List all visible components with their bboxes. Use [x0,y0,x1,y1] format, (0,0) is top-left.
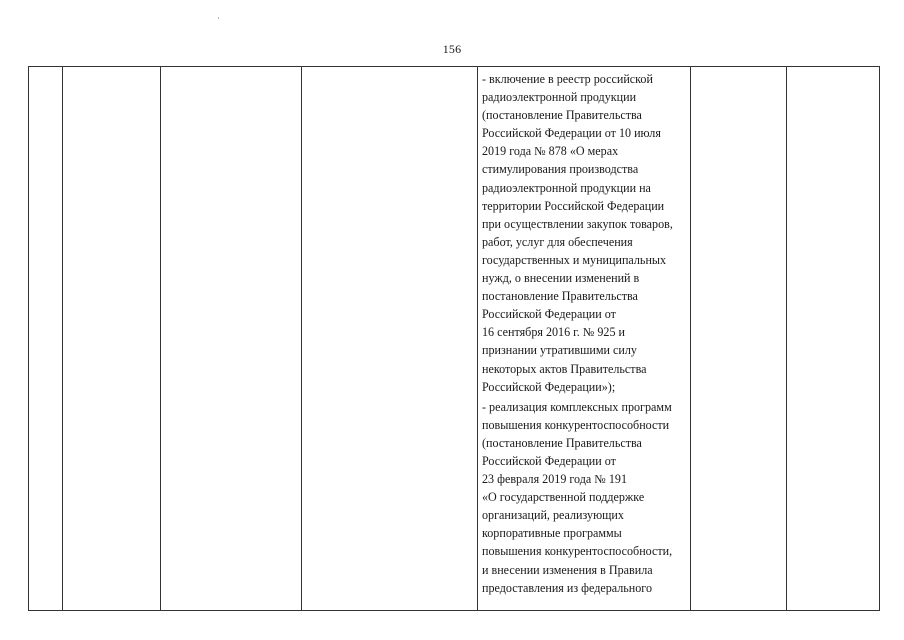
cell-line: при осуществлении закупок товаров, [482,216,673,231]
cell-line: - включение в реестр российской [482,72,653,86]
cell-line: - реализация комплексных программ [482,399,672,414]
cell-line: повышения конкурентоспособности [482,417,670,432]
page-number: 156 [442,42,462,56]
cell-line: некоторых актов Правительства [482,361,647,376]
cell-line: «О государственной поддержке [482,490,645,505]
cell-line: Российской Федерации от [482,307,616,322]
cell-paragraph [482,70,692,396]
cell-line: (постановление Правительства [482,435,642,450]
cell-line: организаций, реализующих [482,508,624,523]
scan-speck [218,17,219,19]
cell-line: 2019 года № 878 «О мерах [482,144,619,159]
cell-line: (постановление Правительства [482,108,642,123]
cell-line: работ, услуг для обеспечения [482,234,633,249]
cell-line: предоставления из федерального [482,580,653,595]
table-frame [28,66,880,611]
cell-line: государственных и муниципальных [482,252,667,267]
cell-line: нужд, о внесении изменений в [482,271,640,286]
cell-line: радиоэлектронной продукции на [482,180,651,195]
cell-line: и внесении изменения в Правила [482,562,653,577]
cell-line: Российской Федерации»); [482,379,616,394]
column-divider-2 [160,66,161,611]
table-cell-measures [482,70,692,597]
cell-line: постановление Правительства [482,289,638,304]
cell-line: Российской Федерации от 10 июля [482,126,661,141]
cell-line: повышения конкурентоспособности, [482,544,673,559]
cell-line: 23 февраля 2019 года № 191 [482,472,627,487]
cell-line: 16 сентября 2016 г. № 925 и [482,325,625,340]
column-divider-1 [62,66,63,611]
column-divider-4 [477,66,478,611]
cell-paragraph [482,398,692,597]
cell-line: признании утратившими силу [482,343,637,358]
column-divider-3 [301,66,302,611]
cell-line: стимулирования производства [482,162,639,177]
cell-line: территории Российской Федерации [482,198,665,213]
cell-line: Российской Федерации от [482,453,616,468]
cell-line: радиоэлектронной продукции [482,90,637,105]
column-divider-6 [786,66,787,611]
cell-line: корпоративные программы [482,526,622,541]
